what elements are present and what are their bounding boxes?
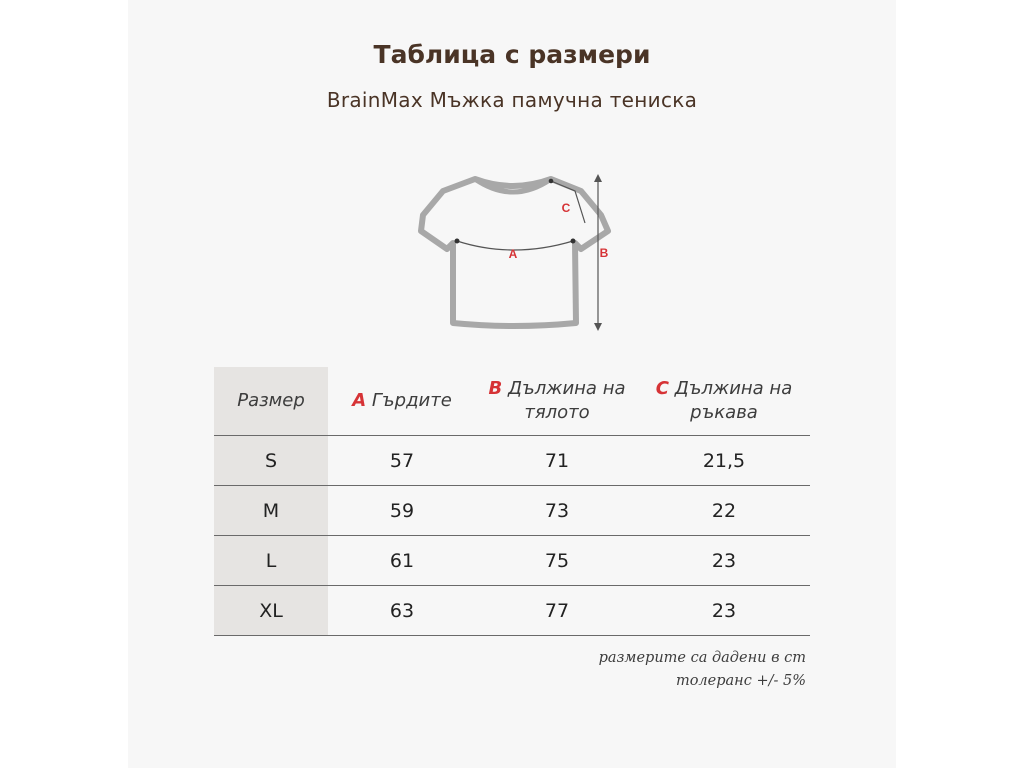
cell-chest: 57 (328, 436, 476, 486)
cell-chest: 59 (328, 486, 476, 536)
table-row (214, 536, 810, 586)
table-header-row (214, 367, 810, 436)
label-c: C (561, 201, 571, 215)
cell-size: M (214, 486, 328, 536)
size-table (214, 367, 810, 636)
cell-sleeve-length: 23 (638, 536, 810, 586)
header-chest: A Гърдите (328, 367, 476, 436)
cell-sleeve-length: 23 (638, 586, 810, 636)
cell-sleeve-length: 22 (638, 486, 810, 536)
size-chart-panel (128, 0, 896, 768)
cell-size: L (214, 536, 328, 586)
product-subtitle: BrainMax Мъжка памучна тениска (326, 88, 698, 112)
header-body-length: B Дължина на тялото (476, 367, 638, 436)
cell-chest: 63 (328, 586, 476, 636)
label-b: B (599, 246, 609, 260)
label-a: A (508, 247, 518, 261)
tshirt-measurement-diagram (413, 165, 613, 340)
cell-sleeve-length: 21,5 (638, 436, 810, 486)
table-row (214, 436, 810, 486)
header-size: Размер (214, 367, 328, 436)
cell-body-length: 71 (476, 436, 638, 486)
cell-size: S (214, 436, 328, 486)
cell-size: XL (214, 586, 328, 636)
cell-body-length: 73 (476, 486, 638, 536)
cell-body-length: 77 (476, 586, 638, 636)
header-sleeve-length: C Дължина на ръкава (638, 367, 810, 436)
page-title: Таблица с размери (373, 40, 651, 69)
cell-body-length: 75 (476, 536, 638, 586)
units-note: размерите са дадени в cm (598, 650, 806, 666)
table-row (214, 586, 810, 636)
table-row (214, 486, 810, 536)
tolerance-note: толеранс +/- 5% (675, 673, 806, 689)
cell-chest: 61 (328, 536, 476, 586)
